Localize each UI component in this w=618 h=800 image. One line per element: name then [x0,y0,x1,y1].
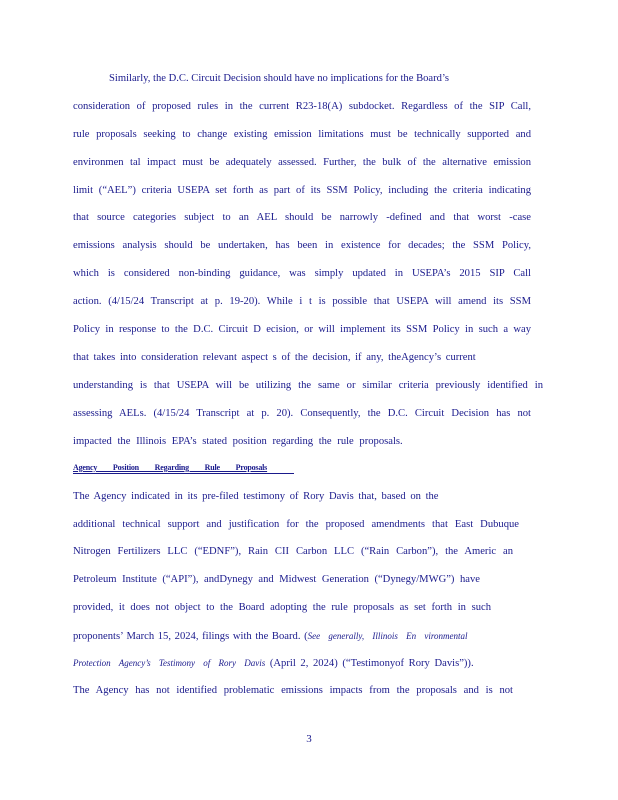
paragraph1-line: assessing AELs. (4/15/24 Transcript at p. 20). Consequently, the D.C. Circuit Decision has not [73,408,531,419]
paragraph2-line: additional technical support and justification for the proposed amendments that East Dubuque [73,519,519,530]
paragraph2-line: Nitrogen Fertilizers LLC (“EDNF”), Rain CII Carbon LLC (“Rain Carbon”), the Americ an [73,546,513,557]
citation-italic: Protection Agency’s Testimony of Rory Davis [73,658,266,668]
paragraph1-line: Policy in response to the D.C. Circuit D ecision, or will implement its SSM Policy in such a way [73,324,531,335]
paragraph1-line: Similarly, the D.C. Circuit Decision should have no implications for the Board’s [109,73,450,84]
paragraph1-line: emissions analysis should be undertaken, has been in existence for decades; the SSM Policy, [73,240,531,251]
paragraph2-line: proponents’ March 15, 2024, filings with the Board. ( [73,631,308,642]
paragraph1-line: which is considered non-binding guidance, was simply updated in USEPA’s 2015 SIP Call [73,268,531,279]
paragraph1-line: consideration of proposed rules in the current R23-18(A) subdocket. Regardless of the SIP Call, [73,101,531,112]
paragraph2-citation-line [73,630,533,643]
paragraph2-citation-line [73,657,533,670]
page-number: 3 [306,733,312,745]
paragraph1-line: that takes into consideration relevant aspect s of the decision, if any, theAgency’s current [73,352,476,363]
paragraph1-line: that source categories subject to an AEL should be narrowly -defined and that worst -case [73,212,531,223]
paragraph1-line: understanding is that USEPA will be utilizing the same or similar criteria previously identified in [73,380,543,391]
paragraph1-line: action. (4/15/24 Transcript at p. 19-20). While i t is possible that USEPA will amend its SSM [73,296,531,307]
citation-italic: See generally, Illinois En vironmental [307,631,468,641]
citation-tail: (April 2, 2024) (“Testimonyof Rory Davis”)). [265,658,474,669]
heading-underline [73,473,294,474]
paragraph2-line: Petroleum Institute (“API”), andDynegy and Midwest Generation (“Dynegy/MWG”) have [73,574,480,585]
section-heading: Agency Position Regarding Rule Proposals [73,463,268,472]
paragraph2-line: provided, it does not object to the Board adopting the rule proposals as set forth in such [73,602,491,613]
paragraph1-line: limit (“AEL”) criteria USEPA set forth as part of its SSM Policy, including the criteria indicating [73,185,531,196]
paragraph1-line: rule proposals seeking to change existing emission limitations must be technically supported and [73,129,531,140]
paragraph1-line: impacted the Illinois EPA’s stated position regarding the rule proposals. [73,436,403,447]
paragraph1-line: environmen tal impact must be adequately assessed. Further, the bulk of the alternative emission [73,157,531,168]
paragraph2-line: The Agency has not identified problematic emissions impacts from the proposals and is not [73,685,513,696]
paragraph2-line: The Agency indicated in its pre-filed testimony of Rory Davis that, based on the [73,491,439,502]
